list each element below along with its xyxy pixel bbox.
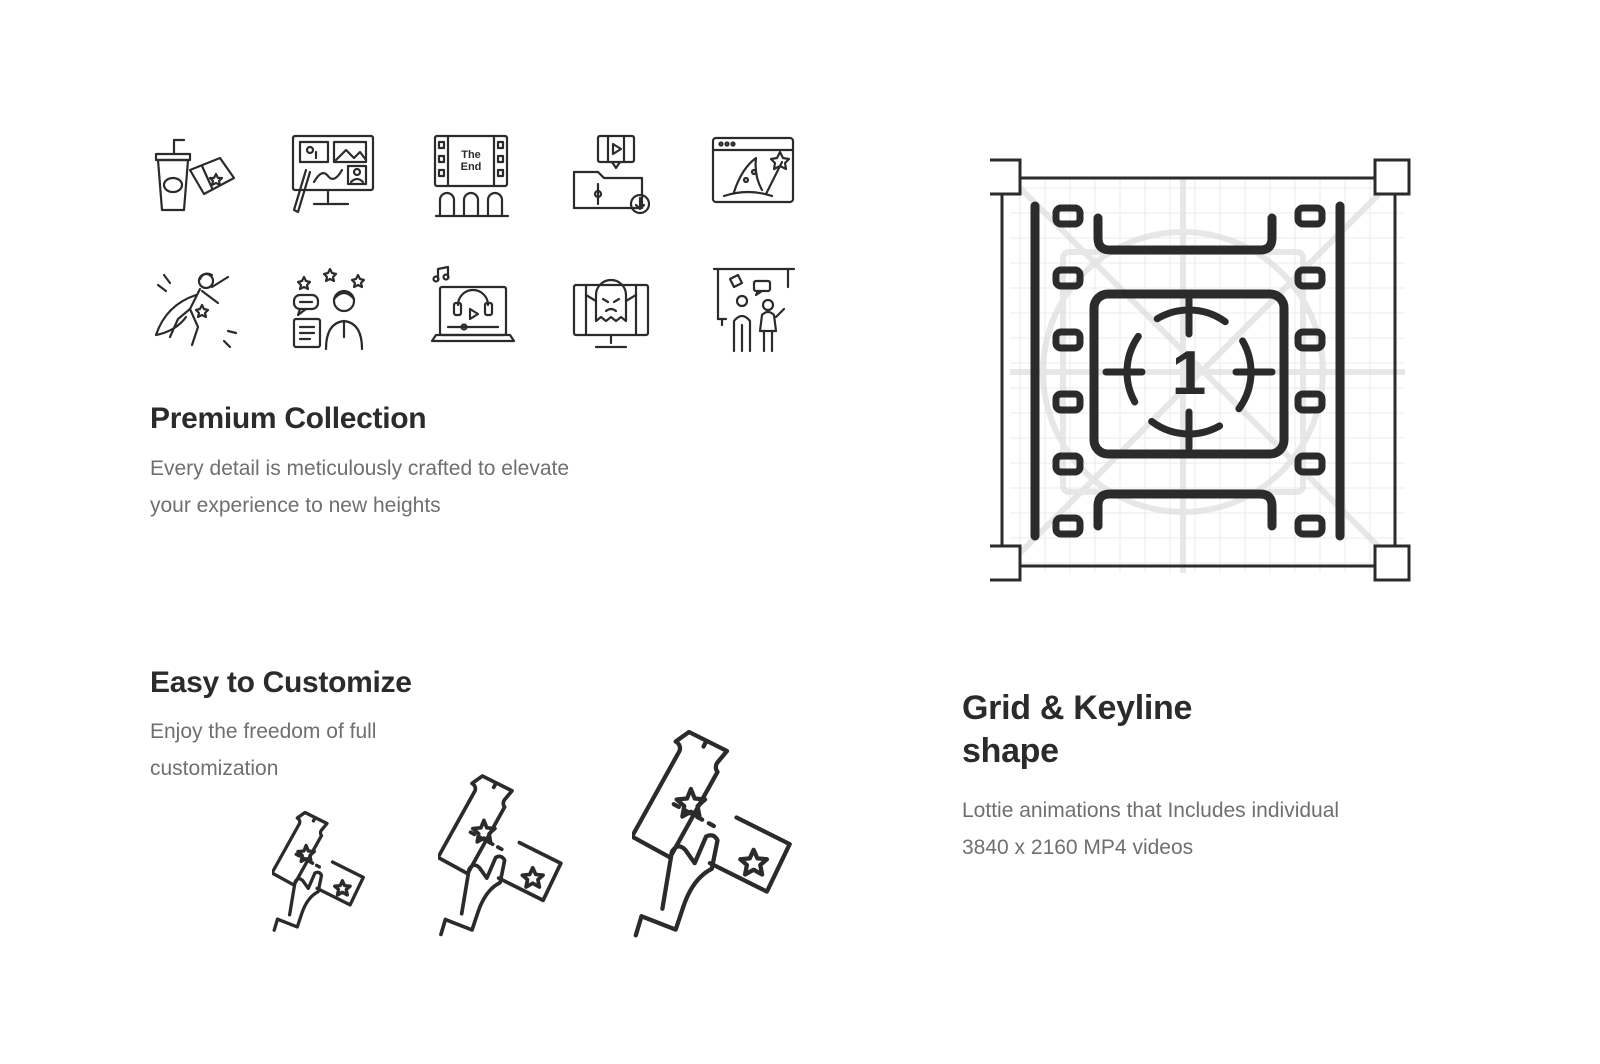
- keyline-grid-film-icon: [990, 158, 1425, 598]
- wizard-hat-window-icon: [710, 130, 800, 220]
- icon-preview-grid: [150, 130, 810, 360]
- grid-keyline-desc-line-1: Lottie animations that Includes individual: [962, 799, 1340, 822]
- easy-customize-title: Easy to Customize: [150, 666, 412, 699]
- grid-keyline-title-line-1: Grid & Keyline: [962, 689, 1193, 727]
- keyline-shapes: [1010, 178, 1405, 573]
- grid-keyline-title-line-2: shape: [962, 732, 1059, 770]
- ticket-hand-icon-small: [272, 800, 382, 935]
- video-folder-download-icon: [570, 130, 660, 220]
- horror-ghost-monitor-icon: [570, 265, 660, 355]
- keyline-handle-bottom-right: [1375, 546, 1409, 580]
- the-end-text-2: End: [460, 161, 482, 173]
- easy-customize-desc-line-1: Enjoy the freedom of full: [150, 720, 377, 743]
- the-end-text-1: The: [461, 149, 481, 161]
- superhero-icon: [150, 265, 240, 355]
- laptop-music-video-icon: [430, 265, 520, 355]
- premium-collection-desc-line-1: Every detail is meticulously crafted to elevate: [150, 457, 570, 480]
- popcorn-drink-ticket-icon: [150, 130, 240, 220]
- storyboard-monitor-icon: [290, 130, 380, 220]
- ticket-hand-icon-large: [632, 712, 822, 942]
- keyline-handle-top-left: [990, 160, 1020, 194]
- ticket-hand-icon-medium: [438, 760, 586, 940]
- premium-collection-desc-line-2: your experience to new heights: [150, 494, 441, 517]
- easy-customize-desc-line-2: customization: [150, 757, 279, 780]
- critic-review-icon: [290, 265, 380, 355]
- grid-keyline-desc-line-2: 3840 x 2160 MP4 videos: [962, 836, 1194, 859]
- presentation-people-icon: [710, 265, 800, 355]
- countdown-number: 1: [1171, 339, 1207, 408]
- the-end-cinema-icon: [430, 130, 520, 220]
- keyline-handle-bottom-left: [990, 546, 1020, 580]
- keyline-handle-top-right: [1375, 160, 1409, 194]
- premium-collection-title: Premium Collection: [150, 402, 427, 435]
